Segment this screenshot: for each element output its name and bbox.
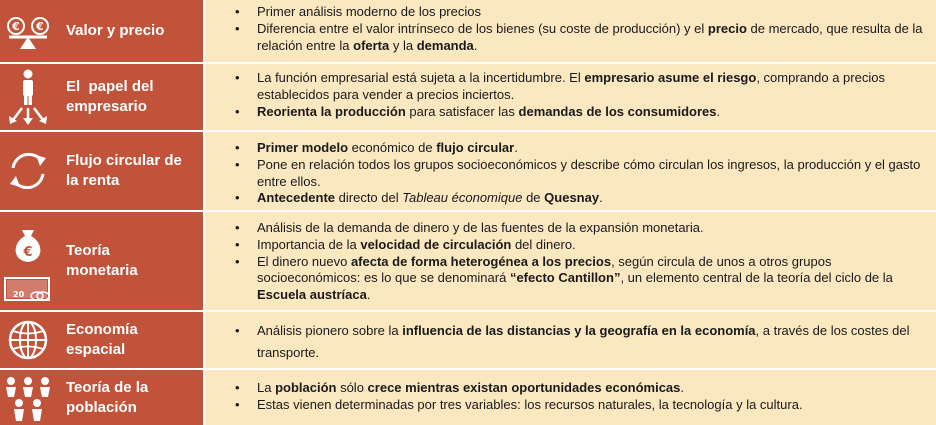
bullet-text: económico de [348,140,437,155]
bullet-item [235,380,928,397]
bullet-text: . [514,140,518,155]
bullet-text: La función empresarial está sujeta a la incertidumbre. El [257,70,585,85]
bullet-text: Análisis pionero sobre la [257,323,403,338]
row-header [0,370,205,425]
bullet-text: . [680,380,685,395]
bullet-item [235,140,928,157]
row-label: El papel del empresario [66,78,158,115]
bullet-text: oferta [353,37,390,53]
row-economia-espacial [0,312,936,368]
row-label: Flujo circular de la renta [66,152,182,189]
bullet-text: empresario asume el riesgo [584,70,757,85]
row-teoria-poblacion [0,370,936,425]
row-header [0,132,205,210]
row-label: Valor y precio [66,22,165,39]
bullet-text: Estas vienen determinadas por tres variables: los recursos naturales, la tecnología y la cultura. [257,396,803,412]
bullet-item [235,254,928,304]
bullet-text: Pone en relación todos los grupos socioeconómicos y describe cómo circulan los ingresos, la producción y el gasto entre ellos. [257,156,921,189]
bullet-text: población [275,380,337,395]
row-label: Economía espacial [66,321,138,358]
bullet-text: sólo [336,380,368,395]
population-icon [0,370,56,425]
row-header [0,0,205,62]
bullet-item [235,397,928,414]
person-arrows-icon [0,64,56,130]
bullet-text: y la [389,37,417,53]
bullet-text: “efecto Cantillon” [509,270,621,286]
bullet-text: Tableau économique [402,190,523,206]
row-teoria-monetaria [0,212,936,310]
bullet-text: , comprando a precios establecidos para vender a precios inciertos. [257,70,885,102]
svg-text:20: 20 [13,290,25,299]
bullet-text: . [366,287,371,303]
bullet-text: crece mientras existan oportunidades económicas [367,380,681,395]
bullet-text: demanda [416,37,474,53]
bullet-item [235,104,928,121]
bullet-text: Escuela austríaca [257,287,367,303]
bullet-text: del dinero. [511,236,576,252]
bullet-text: , a través de los costes del transporte. [257,323,910,360]
bullet-text: . [473,37,478,53]
svg-text:€: € [12,20,20,33]
bullet-text: . [716,103,721,119]
bullet-item [235,320,928,364]
bullet-text: . [599,190,603,206]
bullet-item [235,21,928,55]
bullet-item [235,220,928,237]
row-flujo-circular [0,132,936,210]
row-label: Teoría monetaria [66,242,138,279]
row-header [0,312,205,368]
bullet-text: afecta de forma heterogénea a los precios [350,253,612,269]
bullet-text: Quesnay [544,190,600,206]
bullet-text: Diferencia entre el valor intrínseco de los bienes (su coste de producción) y el [257,20,708,36]
bullet-text: precio [707,20,747,36]
bullet-text: Primer análisis moderno de los precios [257,4,481,19]
bullet-text: Análisis de la demanda de dinero y de las fuentes de la expansión monetaria. [257,220,704,235]
bullet-text: para satisfacer las [405,103,519,119]
bullet-text: , según circula de unos a otros grupos socioeconómicos: es lo que se denominará [257,253,832,286]
row-bullets [205,64,936,130]
scale-euro-icon [0,0,56,62]
bullet-text: Antecedente [257,190,336,206]
row-bullets [205,370,936,425]
row-valor-precio [0,0,936,62]
globe-icon [0,312,56,368]
row-papel-empresario [0,64,936,130]
bullet-text: demandas de los consumidores [518,103,717,119]
bullet-text: de [522,190,545,206]
bullet-item [235,190,928,207]
bullet-text: de mercado, que resulta de la relación entre la [257,20,923,53]
row-bullets [205,212,936,310]
svg-text:€: € [36,20,44,33]
bullet-text: flujo circular [436,140,515,155]
bullet-text: Primer modelo [257,140,349,155]
row-bullets [205,312,936,368]
bullet-item [235,157,928,191]
bullet-item [235,70,928,104]
row-label: Teoría de la población [66,378,149,416]
row-header [0,64,205,130]
row-bullets [205,0,936,62]
bullet-text: El dinero nuevo [257,253,351,269]
bullet-text: , un elemento central de la teoría del ciclo de la [620,270,893,286]
bullet-item [235,237,928,254]
svg-text:€: € [23,245,33,260]
bullet-text: velocidad de circulación [360,236,512,252]
money-bag-icon [0,212,56,310]
bullet-text: Importancia de la [257,236,361,252]
bullet-text: La [257,380,276,395]
bullet-item [235,4,928,21]
row-header [0,212,205,310]
bullet-text: Reorienta la producción [257,103,406,119]
row-bullets [205,132,936,210]
bullet-text: directo del [335,190,403,206]
circular-arrows-icon [0,132,56,210]
bullet-text: influencia de las distancias y la geografía en la economía [402,323,756,338]
